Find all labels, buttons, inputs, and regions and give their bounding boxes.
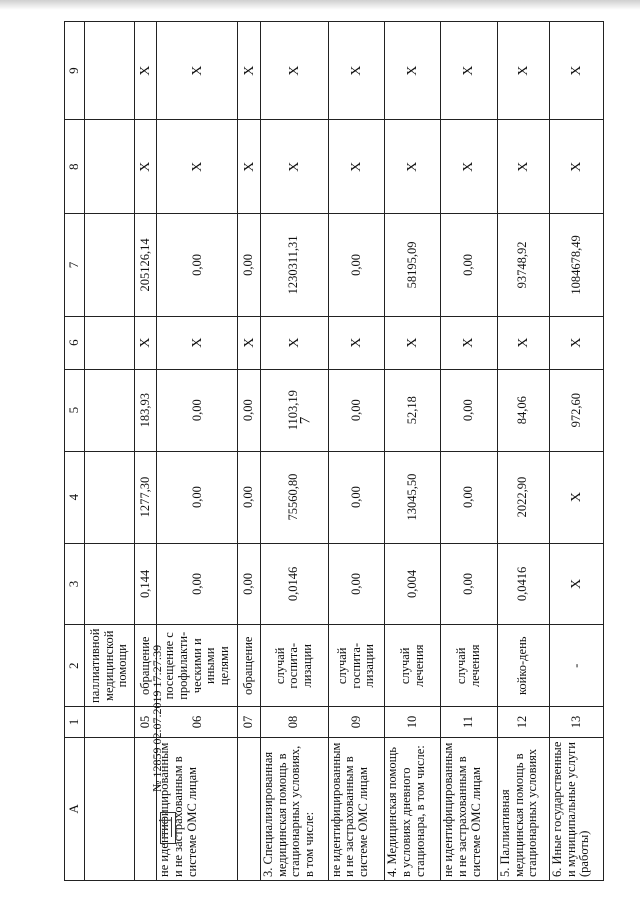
header-cell-9: 9 — [65, 22, 85, 120]
value-cell: X — [157, 22, 238, 120]
value-cell: X — [549, 451, 603, 543]
value-cell: X — [549, 22, 603, 120]
table-row — [238, 22, 261, 881]
table-row — [157, 22, 238, 881]
value-cell: X — [260, 316, 328, 369]
data-table — [64, 21, 604, 881]
value-cell — [85, 214, 135, 316]
value-cell: X — [497, 316, 549, 369]
value-cell: 75560,80 — [260, 451, 328, 543]
emblem-icon — [160, 812, 176, 844]
header-cell-7: 7 — [65, 214, 85, 316]
value-cell: X — [328, 22, 384, 120]
row-code-cell: 10 — [385, 707, 441, 738]
value-cell: 1277,30 — [134, 451, 157, 543]
value-cell: 13045,50 — [385, 451, 441, 543]
row-code-cell: 11 — [441, 707, 497, 738]
value-cell: X — [134, 120, 157, 214]
value-cell: 1103,19 — [260, 369, 328, 451]
value-cell: X — [157, 120, 238, 214]
value-cell: 0,00 — [328, 214, 384, 316]
value-cell: 0,00 — [157, 451, 238, 543]
value-cell: X — [134, 22, 157, 120]
value-cell: 84,06 — [497, 369, 549, 451]
unit-cell: - — [549, 625, 603, 707]
value-cell: X — [328, 316, 384, 369]
value-cell — [85, 120, 135, 214]
value-cell: 0,00 — [328, 369, 384, 451]
value-cell — [85, 22, 135, 120]
value-cell: 0,00 — [441, 214, 497, 316]
value-cell: 205126,14 — [134, 214, 157, 316]
unit-cell: случай лечения — [385, 625, 441, 707]
page-number: 7 — [297, 416, 314, 425]
value-cell: X — [328, 120, 384, 214]
header-cell-6: 6 — [65, 316, 85, 369]
unit-cell: посещение с профилакти-ческими и иными целями — [157, 625, 238, 707]
value-cell: 0,00 — [328, 543, 384, 625]
row-name-cell — [238, 737, 261, 880]
value-cell: X — [134, 316, 157, 369]
value-cell: 972,60 — [549, 369, 603, 451]
row-code-cell: 07 — [238, 707, 261, 738]
row-code-cell: 09 — [328, 707, 384, 738]
row-name-cell: 5. Паллиативная медицинская помощь в стационарных условиях — [497, 737, 549, 880]
table-row — [260, 22, 328, 881]
value-cell: X — [238, 316, 261, 369]
scan-edge-shadow — [0, 0, 640, 10]
value-cell: X — [260, 22, 328, 120]
value-cell: X — [260, 120, 328, 214]
row-name-cell: не идентифицированным и не застрахованным в системе ОМС лицам — [441, 737, 497, 880]
value-cell: 0,00 — [441, 543, 497, 625]
value-cell: 2022,90 — [497, 451, 549, 543]
rotated-table-container — [64, 21, 604, 881]
value-cell — [85, 451, 135, 543]
value-cell: X — [549, 316, 603, 369]
value-cell: 0,0416 — [497, 543, 549, 625]
header-cell-2: 2 — [65, 625, 85, 707]
value-cell: 52,18 — [385, 369, 441, 451]
table-row — [385, 22, 441, 881]
value-cell: X — [441, 22, 497, 120]
value-cell: 0,00 — [441, 451, 497, 543]
value-cell: 0,00 — [157, 369, 238, 451]
unit-cell: паллиативной медицинской помощи — [85, 625, 135, 707]
header-cell-8: 8 — [65, 120, 85, 214]
value-cell: 58195,09 — [385, 214, 441, 316]
header-cell-4: 4 — [65, 451, 85, 543]
unit-cell: обращение — [238, 625, 261, 707]
value-cell: 0,00 — [157, 543, 238, 625]
value-cell: 0,00 — [238, 369, 261, 451]
value-cell: X — [441, 316, 497, 369]
value-cell: 93748,92 — [497, 214, 549, 316]
value-cell: X — [385, 120, 441, 214]
value-cell — [85, 543, 135, 625]
value-cell: X — [238, 22, 261, 120]
table-row — [549, 22, 603, 881]
row-code-cell — [85, 707, 135, 738]
value-cell: X — [549, 543, 603, 625]
value-cell: X — [441, 120, 497, 214]
row-name-cell: не идентифицированным и не застрахованным в системе ОМС лицам — [157, 737, 238, 880]
row-name-cell: 4. Медицинская помощь в условиях дневного стационара, в том числе: — [385, 737, 441, 880]
value-cell: 0,00 — [238, 214, 261, 316]
row-code-cell: 06 — [157, 707, 238, 738]
table-row — [85, 22, 135, 881]
header-cell-5: 5 — [65, 369, 85, 451]
unit-cell: случай госпита-лизации — [260, 625, 328, 707]
row-code-cell: 08 — [260, 707, 328, 738]
header-cell-a: A — [65, 737, 85, 880]
row-code-cell: 05 — [134, 707, 157, 738]
document-footer: № 12859 02.07.2019 17:27:39 — [150, 644, 164, 792]
value-cell: X — [385, 22, 441, 120]
unit-cell: случай госпита-лизации — [328, 625, 384, 707]
table-row — [328, 22, 384, 881]
header-cell-3: 3 — [65, 543, 85, 625]
table-row — [441, 22, 497, 881]
unit-cell: койко-день — [497, 625, 549, 707]
unit-cell: обращение — [134, 625, 157, 707]
value-cell: 183,93 — [134, 369, 157, 451]
value-cell: X — [497, 120, 549, 214]
row-name-cell: 6. Иные государственные и муниципальные услуги (работы) — [549, 737, 603, 880]
value-cell: 0,0146 — [260, 543, 328, 625]
value-cell: 1230311,31 — [260, 214, 328, 316]
value-cell: 0,00 — [238, 543, 261, 625]
value-cell: 0,00 — [441, 369, 497, 451]
value-cell: X — [157, 316, 238, 369]
value-cell: X — [549, 120, 603, 214]
value-cell — [85, 316, 135, 369]
value-cell: 0,144 — [134, 543, 157, 625]
value-cell: X — [497, 22, 549, 120]
value-cell: 0,00 — [238, 451, 261, 543]
value-cell: 0,004 — [385, 543, 441, 625]
row-code-cell: 13 — [549, 707, 603, 738]
row-code-cell: 12 — [497, 707, 549, 738]
value-cell: X — [238, 120, 261, 214]
value-cell: 0,00 — [157, 214, 238, 316]
row-name-cell: 3. Специализированная медицинская помощь в стационарных условиях, в том числе: — [260, 737, 328, 880]
value-cell: 0,00 — [328, 451, 384, 543]
value-cell: X — [385, 316, 441, 369]
table-row — [497, 22, 549, 881]
unit-cell: случай лечения — [441, 625, 497, 707]
value-cell — [85, 369, 135, 451]
header-cell-1: 1 — [65, 707, 85, 738]
row-name-cell — [85, 737, 135, 880]
value-cell: 1084678,49 — [549, 214, 603, 316]
row-name-cell: не идентифицированным и не застрахованным в системе ОМС лицам — [328, 737, 384, 880]
